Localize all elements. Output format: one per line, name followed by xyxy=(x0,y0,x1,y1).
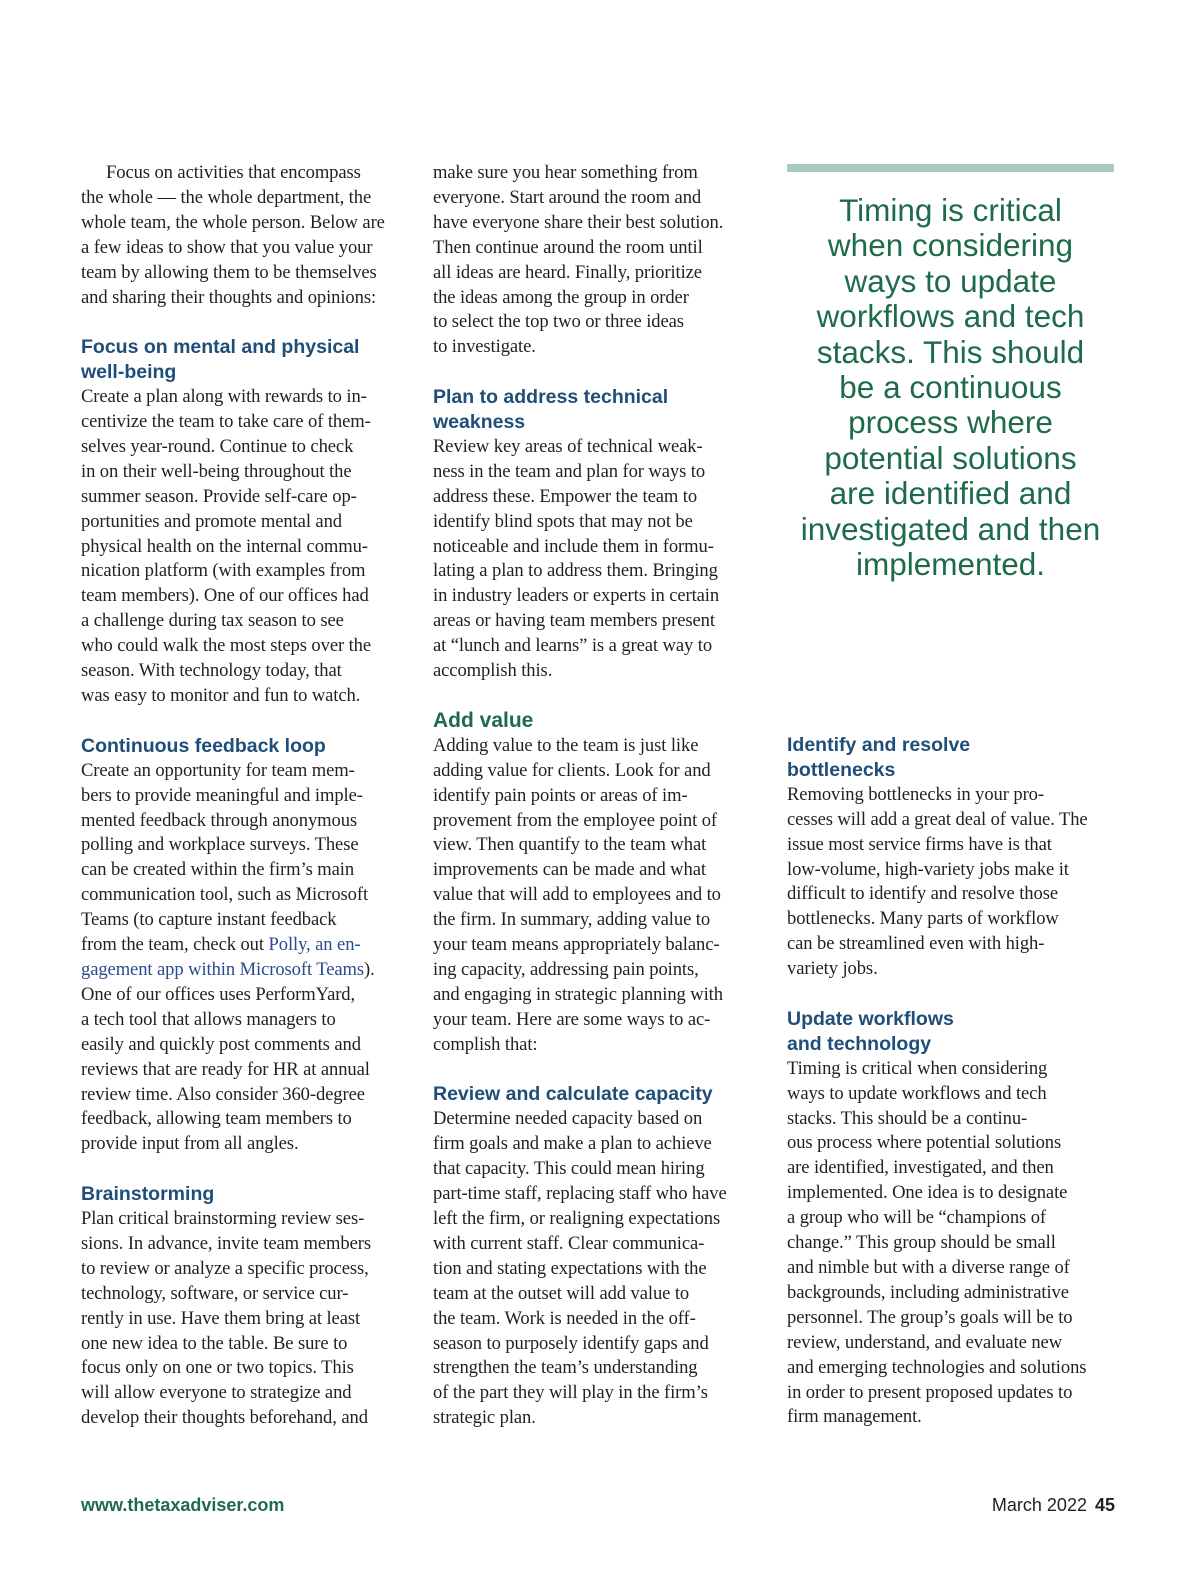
heading-update-workflows: Update workflows and technology xyxy=(787,1007,954,1055)
technical-weakness-paragraph: Review key areas of technical weak- ness in the team and plan for ways to address these. Empower the team to identify blind spots that may not be noticeable and include them in formu- lating a plan to address them. Bringing in industry leaders or experts in certain areas or having team members present at “lunch and learns” is a great way to accomplish this. xyxy=(433,435,720,682)
feedback-paragraph: Create an opportunity for team mem- bers to provide meaningful and imple- mented feedback through anonymous polling and workplace surveys. These can be created within the firm’s main communication tool, such as Microsoft Teams (to capture instant feedback from the team, check out Polly, an en- gagement app within Microsoft Teams). One of our offices uses PerformYard, a tech tool that allows managers to easily and quickly post comments and reviews that are ready for HR at annual review time. Also consider 360-degree feedback, allowing team members to provide input from all angles. xyxy=(81,759,375,1155)
add-value-paragraph: Adding value to the team is just like adding value for clients. Look for and identify pain points or areas of im- provement from the employee point of view. Then quantify to the team what improvements can be made and what value that will add to employees and to the firm. In summary, adding value to your team means appropriately balanc- ing capacity, addressing pain points, and engaging in strategic planning with your team. Here are some ways to ac- complish that: xyxy=(433,734,723,1055)
column-2 xyxy=(433,161,763,1431)
intro-paragraph: Focus on activities that encompass the whole — the whole department, the whole team, the whole person. Below are a few ideas to show that you value your team by allowing them to be themselves and sharing their thoughts and opinions: xyxy=(81,162,385,308)
brainstorming-paragraph: Plan critical brainstorming review ses- sions. In advance, invite team members to review or analyze a specific process, technology, software, or service cur- rently in use. Have them bring at least one new idea to the table. Be sure to focus only on one or two topics. This will allow everyone to strategize and develop their thoughts beforehand, and xyxy=(81,1208,371,1429)
heading-brainstorming: Brainstorming xyxy=(81,1183,215,1206)
page-number: 45 xyxy=(1094,1495,1115,1515)
pullquote-bar xyxy=(787,164,1114,172)
heading-mental-physical: Focus on mental and physical well-being xyxy=(81,336,360,384)
column-3 xyxy=(787,733,1117,1430)
heading-feedback-loop: Continuous feedback loop xyxy=(81,734,326,757)
bottlenecks-paragraph: Removing bottlenecks in your pro- cesses will add a great deal of value. The issue most service firms have is that low-volume, high-variety jobs make it difficult to identify and resolve those bottlenecks. Many parts of workflow can be streamlined even with high- variety jobs. xyxy=(787,783,1088,980)
heading-capacity: Review and calculate capacity xyxy=(433,1083,713,1106)
brainstorming-continued-paragraph: make sure you hear something from everyone. Start around the room and have everyone share their best solution. Then continue around the room until all ideas are heard. Finally, prioritize the ideas among the group in order to select the top two or three ideas to investigate. xyxy=(433,162,724,358)
capacity-paragraph: Determine needed capacity based on firm goals and make a plan to achieve that capacity. This could mean hiring part-time staff, replacing staff who have left the firm, or realigning expectations with current staff. Clear communica- tion and stating expectations with the team at the outset will add value to the team. Work is needed in the off- season to purposely identify gaps and strengthen the team’s understanding of the part they will play in the firm’s strategic plan. xyxy=(433,1108,727,1429)
mental-paragraph: Create a plan along with rewards to in- centivize the team to take care of them- selves year-round. Continue to check in on their well-being throughout the summer season. Provide self-care op- portunities and promote mental and physical health on the internal commu- nication platform (with examples from team members). One of our offices had a challenge during tax season to see who could walk the most steps over the season. With technology today, that was easy to monitor and fun to watch. xyxy=(81,386,372,707)
footer-url[interactable]: www.thetaxadviser.com xyxy=(81,1495,285,1515)
heading-technical-weakness: Plan to address technical weakness xyxy=(433,386,669,434)
footer-date: March 2022 xyxy=(991,1495,1087,1515)
heading-bottlenecks: Identify and resolve bottlenecks xyxy=(787,734,971,781)
polly-link-part2[interactable]: gagement app within Microsoft Teams xyxy=(81,958,364,980)
update-workflows-paragraph: Timing is critical when considering ways to update workflows and tech stacks. This should be a continu- ous process where potential solutions are identified, investigated, and then implemented. One idea is to designate a group who will be “champions of change.” This group should be small and nimble but with a diverse range of backgrounds, including administrative personnel. The group’s goals will be to review, understand, and evaluate new and emerging technologies and solutions in order to present proposed updates to firm management. xyxy=(787,1057,1087,1428)
column-1 xyxy=(81,161,411,1431)
pullquote: Timing is critical when considering ways to update workflows and tech stacks. This should be a continuous process where potential solutions are identified and investigated and then implemented. xyxy=(800,192,1101,583)
footer-date-page xyxy=(992,1494,1115,1516)
polly-link-part1[interactable]: Polly, an en- xyxy=(268,934,361,956)
heading-add-value: Add value xyxy=(433,708,534,732)
